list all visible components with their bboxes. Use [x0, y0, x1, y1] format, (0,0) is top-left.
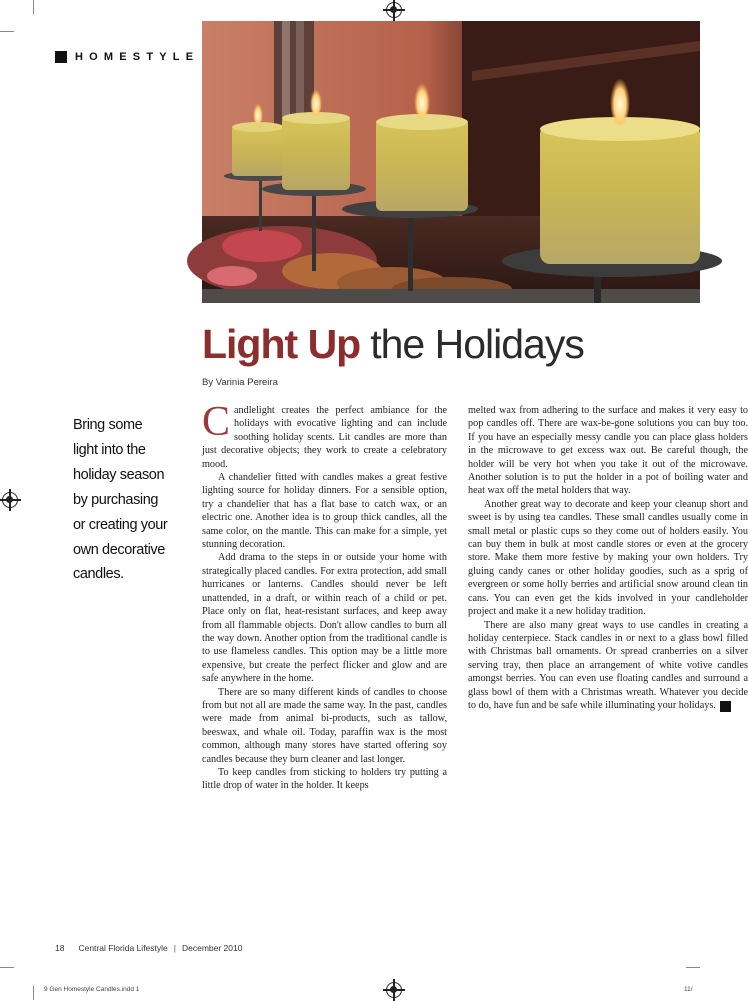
- crop-mark: [0, 31, 14, 32]
- paragraph: melted wax from adhering to the surface and makes it very easy to pop candles off. There are wax-be-gone solutions you can buy too. If you have an especially messy candle you can place glass holders in the microwave to get excess wax out. Be careful though, the holder will be very hot when you take it out of the microwave. Another solution is to put the holder in a pot of boiling water and heat wax off the metal holders that way.: [468, 405, 748, 497]
- headline-main: the Holidays: [370, 321, 584, 367]
- article-column-1: [202, 399, 447, 793]
- paragraph: There are so many different kinds of candles to choose from but not all are made the same way. In the past, candles were made from animal bi-products, such as tallow, beeswax, and whale oil. Today, paraffin wax is the most common, although many stores have started offering soy candles because they burn cleaner and last longer.: [202, 686, 447, 765]
- crop-mark: [33, 986, 34, 1000]
- crop-mark: [686, 967, 700, 968]
- file-slug: 9 Gen Homestyle Candles.indd 1: [44, 986, 140, 993]
- article-headline: [202, 320, 584, 368]
- headline-accent: Light Up: [202, 321, 361, 367]
- paragraph-text: There are also many great ways to use candles in creating a holiday centerpiece. Stack candles in or next to a glass bowl filled with Christmas ball ornaments. Or spread cranberries on a silver serving tray, then place an arrangement of white votive candles amongst berries. You can even use floating candles and surround a glass bowl of them with a Christmas wreath. Whatever you decide to do, have fun and be safe while illuminating your holidays.: [468, 619, 748, 711]
- end-mark-icon: L: [720, 701, 731, 712]
- file-slug-date: 11/: [684, 986, 693, 993]
- paragraph: Another great way to decorate and keep your cleanup short and sweet is by using tea candles. These small candles usually come in small metal or plastic cups so they come out of holders easily. You can buy them in bulk at most candle stores or even at the grocery store. Make them more festive by making your own holders. Try gluing candy canes or other holiday goodies, such as a sprig of evergreen or some holly berries and artificial snow around clean tin cans. You can even get the kids involved in your candleholder project and make it a new holiday tradition.: [468, 498, 748, 618]
- candles-photo: [202, 21, 700, 303]
- publication-name: Central Florida Lifestyle: [78, 943, 168, 953]
- pull-quote-line: or creating your: [73, 516, 168, 533]
- registration-mark: [2, 492, 18, 508]
- section-label: [55, 51, 199, 63]
- section-square-icon: [55, 51, 67, 63]
- crop-mark: [33, 0, 34, 14]
- drop-cap: C: [202, 399, 231, 445]
- pull-quote-line: light into the: [73, 441, 146, 458]
- issue-date: December 2010: [181, 943, 243, 953]
- paragraph-text: andlelight creates the perfect ambiance for the holidays with evocative lighting and can include soothing holiday scents. Lit candles are more than just decorative objects; they work to create a celebratory mood.: [202, 405, 447, 470]
- section-label-text: HOMESTYLE: [75, 51, 200, 63]
- pull-quote-line: holiday season: [73, 466, 165, 483]
- byline: By Varinia Pereira: [202, 377, 278, 388]
- page-number: 18: [55, 943, 65, 953]
- article-column-2: [468, 404, 748, 712]
- paragraph: A chandelier fitted with candles makes a great festive lighting source for holiday dinners. For a sensible option, try a chandelier that has a flat base to catch wax, or an electric one. Another idea is to group thick candles, all the same color, on the mantle. This can make for a simple, yet stunning decoration.: [202, 472, 447, 551]
- pull-quote-line: by purchasing: [73, 491, 159, 508]
- candles-photo-image: [202, 21, 700, 303]
- pull-quote-line: own decorative: [73, 541, 165, 558]
- registration-mark: [386, 982, 402, 998]
- page-footer: [55, 943, 242, 953]
- paragraph: [202, 399, 447, 471]
- paragraph: [468, 619, 748, 713]
- pull-quote-line: candles.: [73, 566, 124, 583]
- paragraph: Add drama to the steps in or outside your home with strategically placed candles. For extra protection, add small hurricanes or lanterns. Candles should never be left unattended, in a draft, or within reach of a child or pet. Place only on flat, heat-resistant surfaces, and keep away from all flammable objects. Don't allow candles to burn all the way down. Another option from the traditional candle is to use flameless candles. This option may be a little more expensive, but create the perfect flicker and glow and are safe anywhere in the home.: [202, 552, 447, 685]
- crop-mark: [0, 967, 14, 968]
- pull-quote-line: Bring some: [73, 417, 143, 433]
- footer-separator: |: [173, 943, 176, 953]
- paragraph: To keep candles from sticking to holders try putting a little drop of water in the holder. It keeps: [202, 766, 447, 792]
- pull-quote: [73, 413, 173, 587]
- registration-mark: [386, 2, 402, 18]
